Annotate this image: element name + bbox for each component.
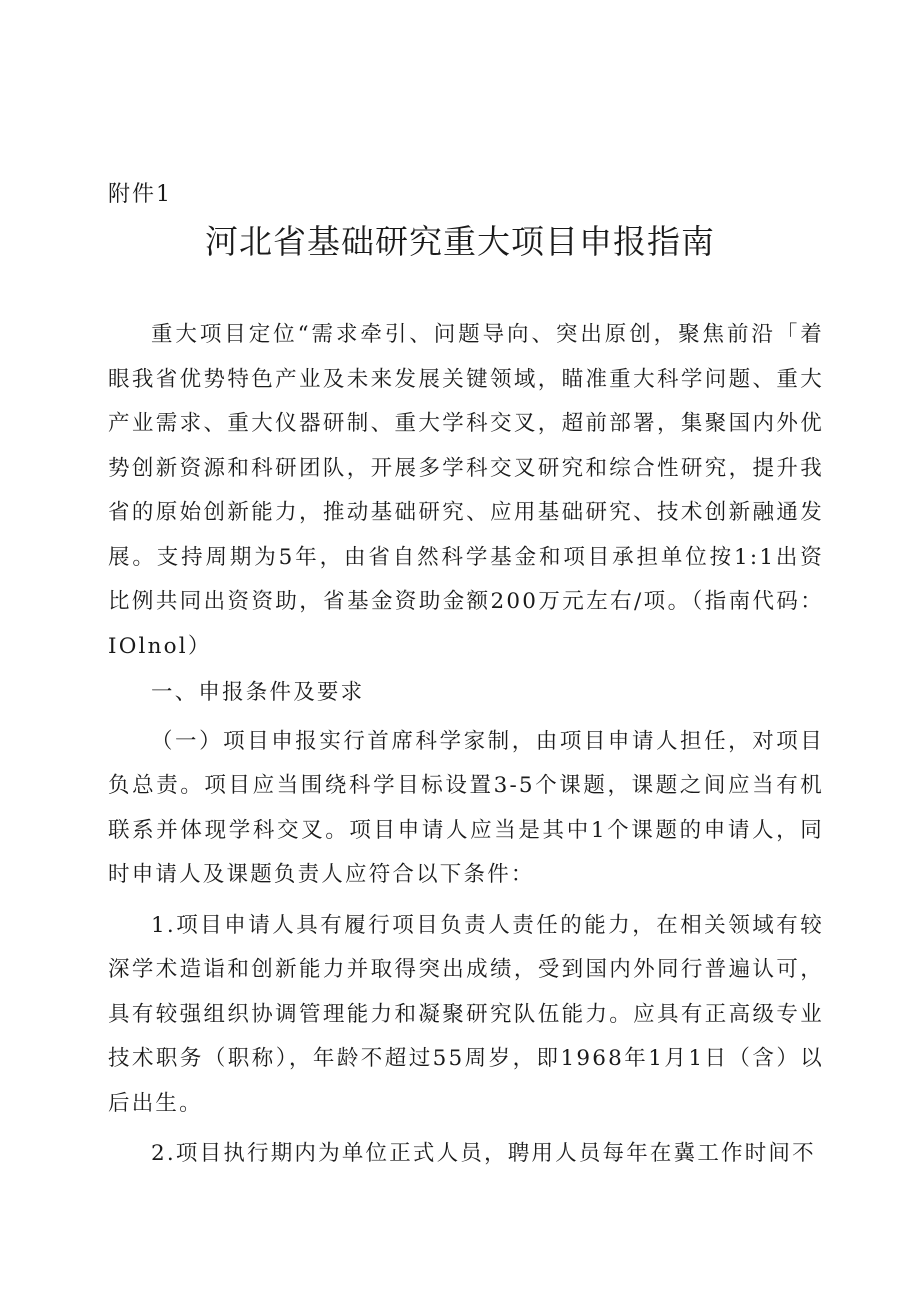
document-title: 河北省基础研究重大项目申报指南 xyxy=(205,222,715,261)
attachment-label: 附件1 xyxy=(108,182,172,207)
document-body xyxy=(108,313,824,1177)
section-heading-requirements: 一、申报条件及要求 xyxy=(151,680,365,705)
intro-paragraph: 重大项目定位“需求牵引、问题导向、突出原创，聚焦前沿「着眼我省优势特色产业及未来发展关键领域，瞄准重大科学问题、重大产业需求、重大仪器研制、重大学科交叉，超前部署，集聚国内外优势创新资源和科研团队，开展多学科交叉研究和综合性研究，提升我省的原始创新能力，推动基础研究、应用基础研究、技术创新融通发展。支持周期为5年，由省自然科学基金和项目承担单位按1:1出资比例共同出资资助，省基金资助金额200万元左右/项。（指南代码：IOlnol） xyxy=(108,322,824,659)
condition-item-1: 1.项目申请人具有履行项目负责人责任的能力，在相关领域有较深学术造诣和创新能力并取得突出成绩，受到国内外同行普遍认可，具有较强组织协调管理能力和凝聚研究队伍能力。应具有正高级专业技术职务（职称），年龄不超过55周岁，即1968年1月1日（含）以后出生。 xyxy=(108,912,824,1116)
condition-item-2: 2.项目执行期内为单位正式人员，聘用人员每年在冀工作时间不 xyxy=(151,1141,816,1166)
subsection-paragraph-1: （一）项目申报实行首席科学家制，由项目申请人担任，对项目负总责。项目应当围绕科学目标设置3-5个课题，课题之间应当有机联系并体现学科交叉。项目申请人应当是其中1个课题的申请人，同时申请人及课题负责人应符合以下条件： xyxy=(108,728,824,887)
